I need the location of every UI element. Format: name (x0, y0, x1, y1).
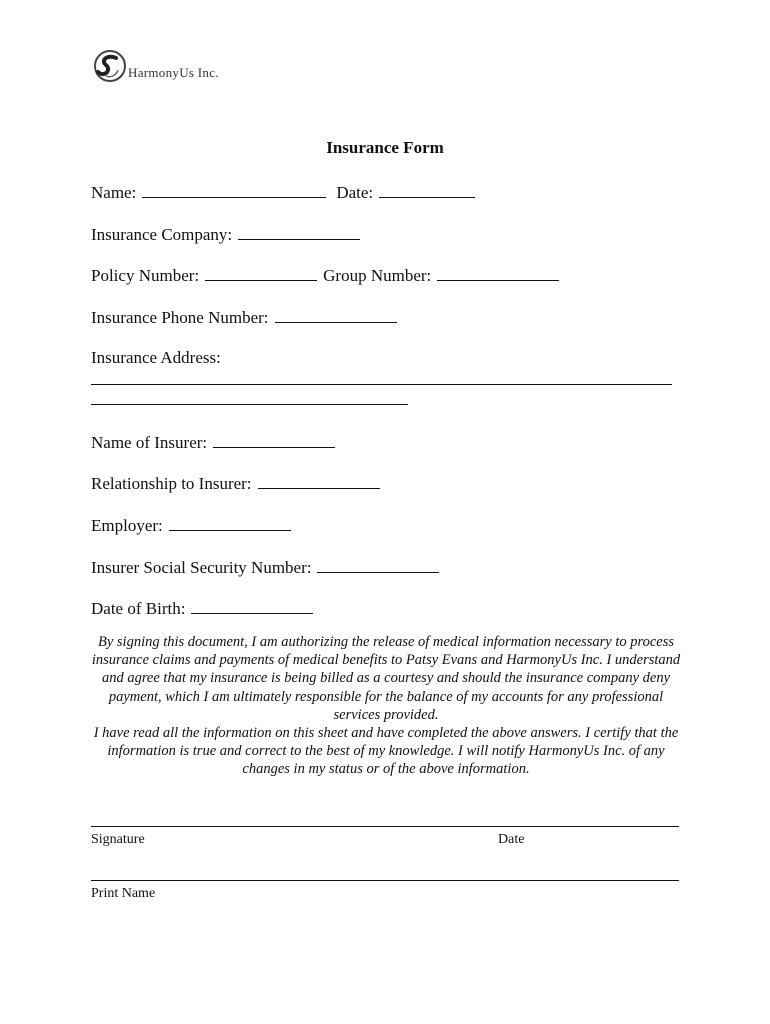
employer-label: Employer: (91, 516, 163, 535)
signature-line[interactable] (91, 826, 679, 827)
insurance-address-line-2[interactable] (91, 404, 408, 405)
insurance-address-label: Insurance Address: (91, 348, 221, 367)
insurance-company-field[interactable] (238, 224, 360, 240)
employer-field[interactable] (169, 515, 291, 531)
company-logo (92, 48, 292, 88)
employer-row (91, 515, 291, 536)
name-of-insurer-row (91, 432, 335, 453)
policy-number-field[interactable] (205, 265, 317, 281)
signature-date-label: Date (498, 832, 525, 847)
insurance-phone-label: Insurance Phone Number: (91, 308, 269, 327)
relationship-row (91, 473, 380, 494)
date-field[interactable] (379, 182, 475, 198)
authorization-statement (86, 633, 686, 779)
harmonyus-logo-icon (92, 48, 128, 84)
signature-label: Signature (91, 832, 145, 847)
insurance-phone-field[interactable] (275, 307, 397, 323)
insurer-ssn-label: Insurer Social Security Number: (91, 558, 312, 577)
name-label: Name: (91, 183, 137, 202)
logo-text: HarmonyUs Inc. (128, 65, 219, 80)
authorization-paragraph: By signing this document, I am authorizing the release of medical information necessary to process insurance claims and payments of medical benefits to Patsy Evans and HarmonyUs Inc. I understand and agree that my insurance is being billed as a courtesy and should the insurance company deny payment, which I am ultimately responsible for the balance of my accounts for any professional services provided. (91, 634, 681, 723)
date-of-birth-field[interactable] (191, 598, 313, 614)
insurance-phone-row (91, 307, 397, 328)
name-of-insurer-field[interactable] (213, 432, 335, 448)
date-of-birth-row (91, 598, 313, 619)
policy-group-row (91, 265, 559, 286)
name-of-insurer-label: Name of Insurer: (91, 433, 208, 452)
policy-number-label: Policy Number: (91, 266, 200, 285)
group-number-field[interactable] (437, 265, 559, 281)
insurance-company-label: Insurance Company: (91, 225, 233, 244)
date-label: Date: (336, 183, 374, 202)
name-date-row (91, 182, 475, 203)
certification-paragraph: I have read all the information on this sheet and have completed the above answers. I certify that the information is true and correct to the best of my knowledge. I will notify HarmonyUs Inc. of any changes in my status or of the above information. (93, 725, 679, 778)
print-name-line[interactable] (91, 880, 679, 881)
date-of-birth-label: Date of Birth: (91, 599, 186, 618)
insurer-ssn-field[interactable] (317, 557, 439, 573)
form-title: Insurance Form (326, 138, 444, 157)
relationship-field[interactable] (258, 473, 380, 489)
name-field[interactable] (142, 182, 326, 198)
insurer-ssn-row (91, 557, 439, 578)
insurance-address-line-1[interactable] (91, 384, 672, 385)
relationship-label: Relationship to Insurer: (91, 474, 252, 493)
insurance-company-row (91, 224, 360, 245)
insurance-address-row (91, 348, 221, 368)
group-number-label: Group Number: (323, 266, 432, 285)
print-name-label: Print Name (91, 886, 156, 901)
